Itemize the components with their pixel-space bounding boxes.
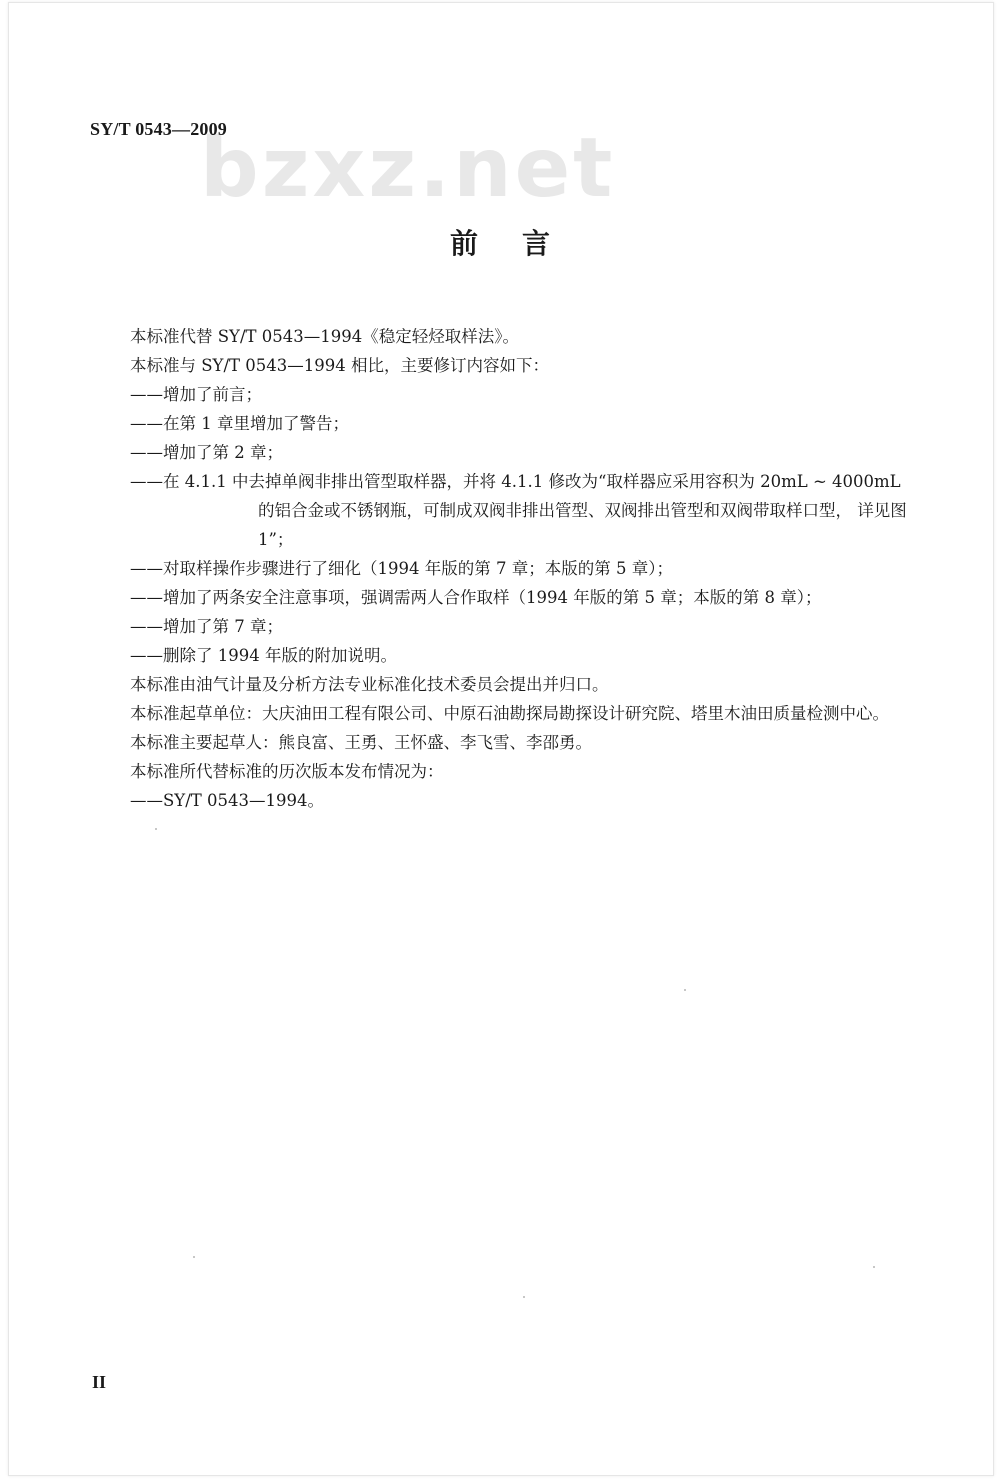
- scan-speck: [193, 1256, 195, 1258]
- scan-speck: [684, 989, 686, 991]
- watermark: bzxz.net: [200, 121, 616, 216]
- list-item: ——增加了第 2 章；: [130, 443, 283, 462]
- paragraph: 本标准由油气计量及分析方法专业标准化技术委员会提出并归口。: [130, 675, 609, 694]
- list-item: ——对取样操作步骤进行了细化（1994 年版的第 7 章；本版的第 5 章）；: [130, 559, 673, 578]
- scan-speck: [523, 1296, 525, 1298]
- list-item: ——在第 1 章里增加了警告；: [130, 414, 349, 433]
- paragraph: 本标准起草单位：大庆油田工程有限公司、中原石油勘探局勘探设计研究院、塔里木油田质量检测中心。: [130, 704, 889, 723]
- list-item: ——删除了 1994 年版的附加说明。: [130, 646, 397, 665]
- paragraph: 本标准所代替标准的历次版本发布情况为：: [130, 762, 444, 781]
- standard-code: SY/T 0543—2009: [90, 119, 227, 139]
- paragraph: 本标准与 SY/T 0543—1994 相比，主要修订内容如下：: [130, 356, 549, 375]
- scan-speck: [873, 1266, 875, 1268]
- paragraph: 本标准代替 SY/T 0543—1994《稳定轻烃取样法》。: [130, 327, 519, 346]
- page-title: 前言: [449, 227, 594, 260]
- page-number: II: [92, 1372, 107, 1392]
- list-item: ——增加了第 7 章；: [130, 617, 283, 636]
- scan-speck: [155, 828, 157, 830]
- document-body: [90, 322, 922, 815]
- list-item: ——增加了两条安全注意事项，强调需两人合作取样（1994 年版的第 5 章；本版的第 8 章）；: [130, 588, 822, 607]
- list-item: ——增加了前言；: [130, 385, 262, 404]
- list-item: ——SY/T 0543—1994。: [130, 791, 324, 810]
- paragraph: 本标准主要起草人：熊良富、王勇、王怀盛、李飞雪、李邵勇。: [130, 733, 592, 752]
- list-item: ——在 4.1.1 中去掉单阀非排出管型取样器，并将 4.1.1 修改为“取样器应采用容积为 20mL ~ 4000mL 的铝合金或不锈钢瓶，可制成双阀非排出管型、双阀排出管型和双阀带取样口型， 详见图 1”；: [130, 472, 907, 549]
